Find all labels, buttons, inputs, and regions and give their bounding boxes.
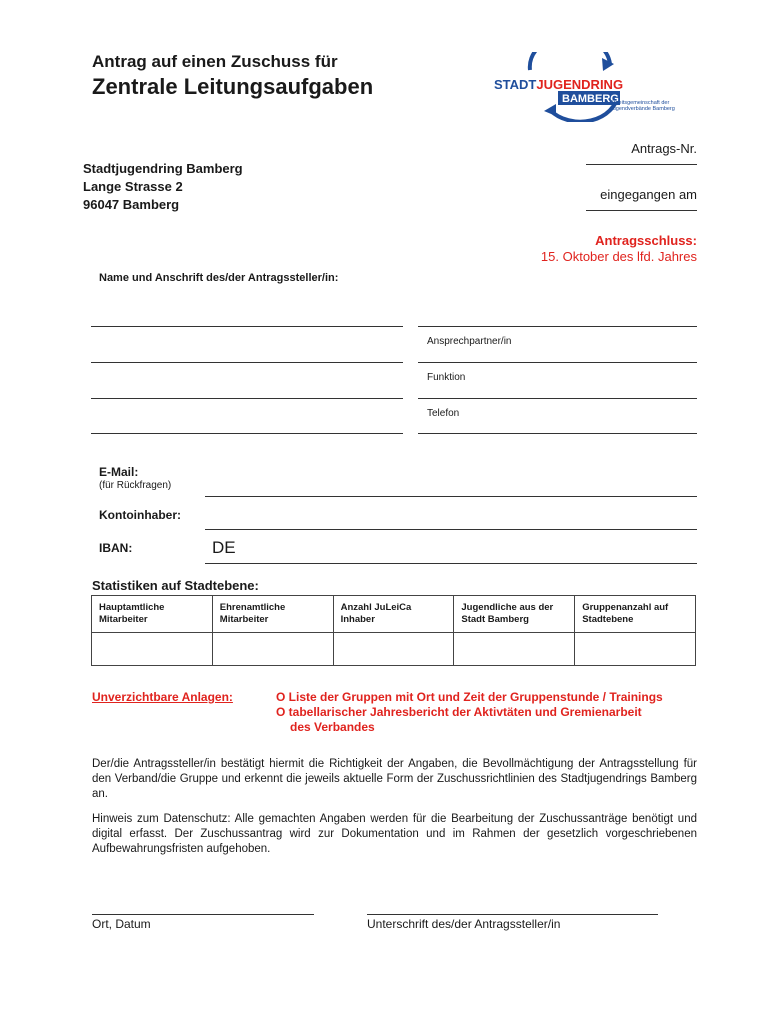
contact-person-label: Ansprechpartner/in bbox=[427, 336, 512, 347]
stats-col-header: Gruppenanzahl auf Stadtebene bbox=[575, 596, 696, 633]
antragsschluss-date: 15. Oktober des lfd. Jahres bbox=[540, 249, 697, 264]
applicant-section-label: Name und Anschrift des/der Antragssteller/in: bbox=[99, 272, 339, 284]
stats-input-cell[interactable] bbox=[575, 633, 696, 666]
stats-input-cell[interactable] bbox=[333, 633, 454, 666]
stats-col-header: Ehrenamtliche Mitarbeiter bbox=[212, 596, 333, 633]
email-label: E-Mail: bbox=[99, 465, 139, 479]
eingegangen-label: eingegangen am bbox=[600, 187, 697, 202]
stats-input-cell[interactable] bbox=[454, 633, 575, 666]
contact-person-field[interactable] bbox=[418, 326, 697, 327]
account-holder-field[interactable] bbox=[205, 529, 697, 530]
attachment-item-2-cont: des Verbandes bbox=[290, 720, 375, 734]
signature-label: Unterschrift des/der Antragssteller/in bbox=[367, 917, 561, 931]
address-line-1: Stadtjugendring Bamberg bbox=[83, 161, 243, 176]
logo-tagline: Arbeitsgemeinschaft der Jugendverbände Bamberg bbox=[610, 100, 675, 112]
email-field[interactable] bbox=[205, 496, 697, 497]
logo-arc-icon bbox=[490, 52, 720, 122]
stats-header-row bbox=[92, 596, 696, 633]
antrags-nr-label: Antrags-Nr. bbox=[631, 141, 697, 156]
applicant-line-1[interactable] bbox=[91, 326, 403, 327]
function-label: Funktion bbox=[427, 372, 466, 383]
svg-text:BAMBERG: BAMBERG bbox=[562, 93, 619, 105]
eingegangen-field[interactable] bbox=[586, 210, 697, 211]
stadtjugendring-logo bbox=[490, 52, 720, 122]
phone-field[interactable] bbox=[418, 398, 697, 399]
stats-table bbox=[91, 595, 696, 666]
applicant-line-3[interactable] bbox=[91, 398, 403, 399]
svg-text:STADTJUGENDRING: STADTJUGENDRING bbox=[494, 77, 624, 92]
iban-value[interactable]: DE bbox=[212, 538, 236, 557]
recipient-address bbox=[83, 160, 243, 214]
place-date-label: Ort, Datum bbox=[92, 917, 151, 931]
stats-heading: Statistiken auf Stadtebene: bbox=[92, 578, 259, 593]
signature-field[interactable] bbox=[367, 914, 658, 915]
attachments-label: Unverzichtbare Anlagen: bbox=[92, 690, 233, 704]
privacy-text: Hinweis zum Datenschutz: Alle gemachten Angaben werden für die Bearbeitung der Zuschussanträge benötigt und digital erfasst. Der Zuschussantrag wird zur Dokumentation und im Rahmen der gesetzlich vorgeschriebenen Aufbewahrungsfristen aufgehoben. bbox=[92, 813, 697, 855]
address-line-2: Lange Strasse 2 bbox=[83, 179, 183, 194]
place-date-field[interactable] bbox=[92, 914, 314, 915]
phone-underline[interactable] bbox=[418, 433, 697, 434]
attachment-item-2: O tabellarischer Jahresbericht der Aktivtäten und Gremienarbeit bbox=[276, 705, 642, 719]
antragsschluss-label: Antragsschluss: bbox=[595, 233, 697, 248]
applicant-line-4[interactable] bbox=[91, 433, 403, 434]
form-title-line1: Antrag auf einen Zuschuss für bbox=[92, 52, 338, 71]
iban-label: IBAN: bbox=[99, 541, 133, 555]
iban-field[interactable] bbox=[205, 563, 697, 564]
applicant-line-2[interactable] bbox=[91, 362, 403, 363]
attachment-item-1: O Liste der Gruppen mit Ort und Zeit der Gruppenstunde / Trainings bbox=[276, 690, 663, 704]
email-hint: (für Rückfragen) bbox=[99, 480, 172, 491]
attachments-list bbox=[276, 690, 663, 735]
form-title-line2: Zentrale Leitungsaufgaben bbox=[92, 74, 374, 99]
function-field[interactable] bbox=[418, 362, 697, 363]
antrags-nr-field[interactable] bbox=[586, 164, 697, 165]
address-line-3: 96047 Bamberg bbox=[83, 197, 180, 212]
stats-col-header: Hauptamtliche Mitarbeiter bbox=[92, 596, 213, 633]
stats-col-header: Anzahl JuLeiCa Inhaber bbox=[333, 596, 454, 633]
confirmation-text: Der/die Antragssteller/in bestätigt hiermit die Richtigkeit der Angaben, die Bevollmächtigung der Antragsstellung für den Verband/die Gruppe und erkennt die jeweils aktuelle Form der Zuschussrichtlinien des Stadtjugendrings Bamberg an. bbox=[92, 758, 697, 800]
stats-input-cell[interactable] bbox=[92, 633, 213, 666]
stats-input-row bbox=[92, 633, 696, 666]
stats-col-header: Jugendliche aus der Stadt Bamberg bbox=[454, 596, 575, 633]
phone-label: Telefon bbox=[427, 408, 460, 419]
account-holder-label: Kontoinhaber: bbox=[99, 508, 181, 522]
stats-input-cell[interactable] bbox=[212, 633, 333, 666]
